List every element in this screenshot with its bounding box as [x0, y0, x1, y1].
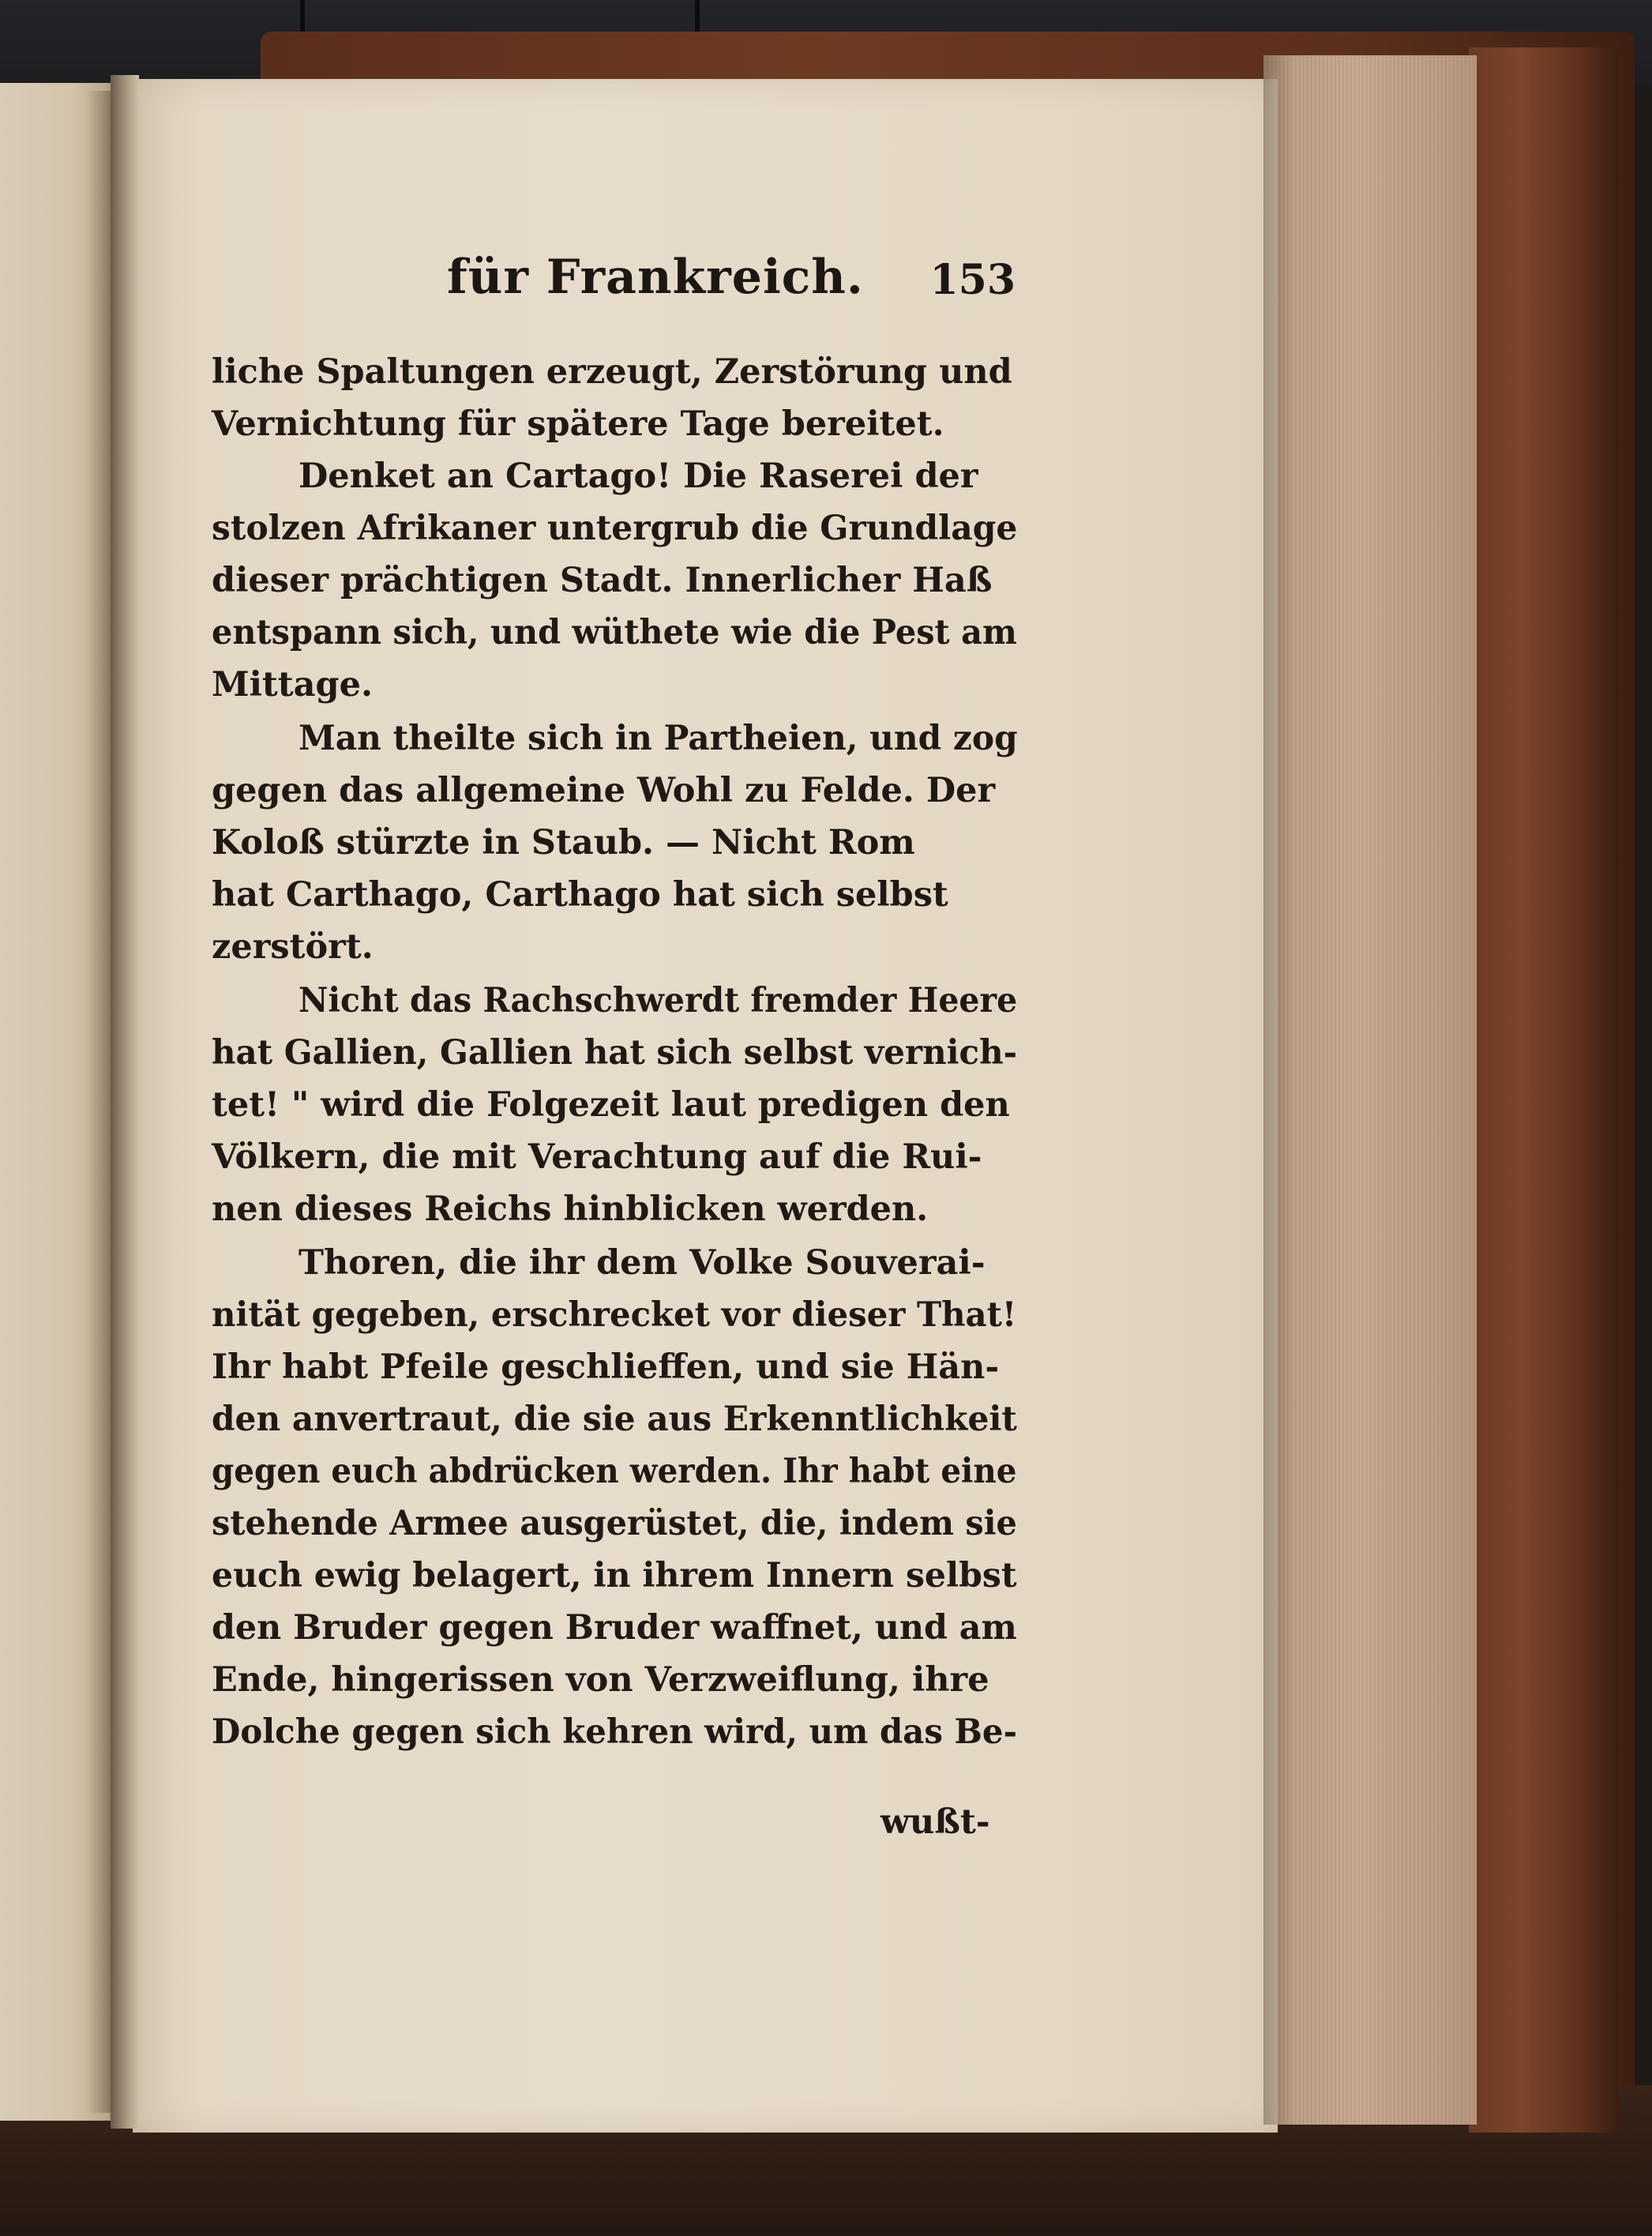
text-line: hat Gallien, Gallien hat sich selbst vernich- — [212, 1033, 1018, 1073]
running-head — [447, 250, 1016, 313]
text-line: stolzen Afrikaner untergrub die Grundlage — [212, 509, 1018, 548]
text-line: Nicht das Rachschwerdt fremder Heere — [298, 981, 1018, 1020]
text-line: Mittage. — [212, 665, 373, 705]
text-line: Vernichtung für spätere Tage bereitet. — [212, 404, 944, 444]
text-line: den anvertraut, die sie aus Erkenntlichkeit — [212, 1400, 1017, 1439]
text-line: Völkern, die mit Verachtung auf die Rui- — [212, 1137, 982, 1177]
text-line: Ihr habt Pfeile geschlieffen, und sie Hän- — [212, 1347, 1000, 1387]
catchword: wußt- — [880, 1802, 990, 1842]
text-line: Koloß stürzte in Staub. — Nicht Rom — [212, 823, 915, 862]
text-line: Dolche gegen sich kehren wird, um das Be- — [212, 1712, 1017, 1752]
running-head-title: für Frankreich. — [447, 250, 864, 305]
text-line: nen dieses Reichs hinblicken werden. — [212, 1189, 929, 1229]
text-line: Man theilte sich in Partheien, und zog — [298, 719, 1018, 758]
text-line: euch ewig belagert, in ihrem Innern selbst — [212, 1556, 1017, 1595]
text-line: stehende Armee ausgerüstet, die, indem sie — [212, 1504, 1017, 1543]
text-line: gegen euch abdrücken werden. Ihr habt eine — [212, 1452, 1017, 1491]
text-line: liche Spaltungen erzeugt, Zerstörung und — [212, 352, 1012, 392]
text-line: tet! " wird die Folgezeit laut predigen den — [212, 1085, 1010, 1125]
text-line: zerstört. — [212, 927, 374, 967]
text-line: dieser prächtigen Stadt. Innerlicher Haß — [212, 561, 993, 600]
text-line: hat Carthago, Carthago hat sich selbst — [212, 875, 948, 915]
text-line: nität gegeben, erschrecket vor dieser That! — [212, 1295, 1017, 1335]
text-line: gegen das allgemeine Wohl zu Felde. Der — [212, 771, 996, 810]
text-line: Denket an Cartago! Die Raserei der — [298, 457, 978, 496]
text-line: Ende, hingerissen von Verzweiflung, ihre — [212, 1660, 989, 1700]
text-line: entspann sich, und wüthete wie die Pest am — [212, 613, 1017, 652]
page-edge-shadow — [1263, 55, 1295, 2125]
text-line: den Bruder gegen Bruder waffnet, und am — [212, 1608, 1017, 1648]
cover-fore-edge-board — [1469, 47, 1619, 2133]
book-gutter — [111, 75, 139, 2129]
page-block-edges — [1263, 55, 1477, 2125]
page-number: 153 — [929, 256, 1016, 304]
text-line: Thoren, die ihr dem Volke Souverai- — [298, 1243, 986, 1283]
